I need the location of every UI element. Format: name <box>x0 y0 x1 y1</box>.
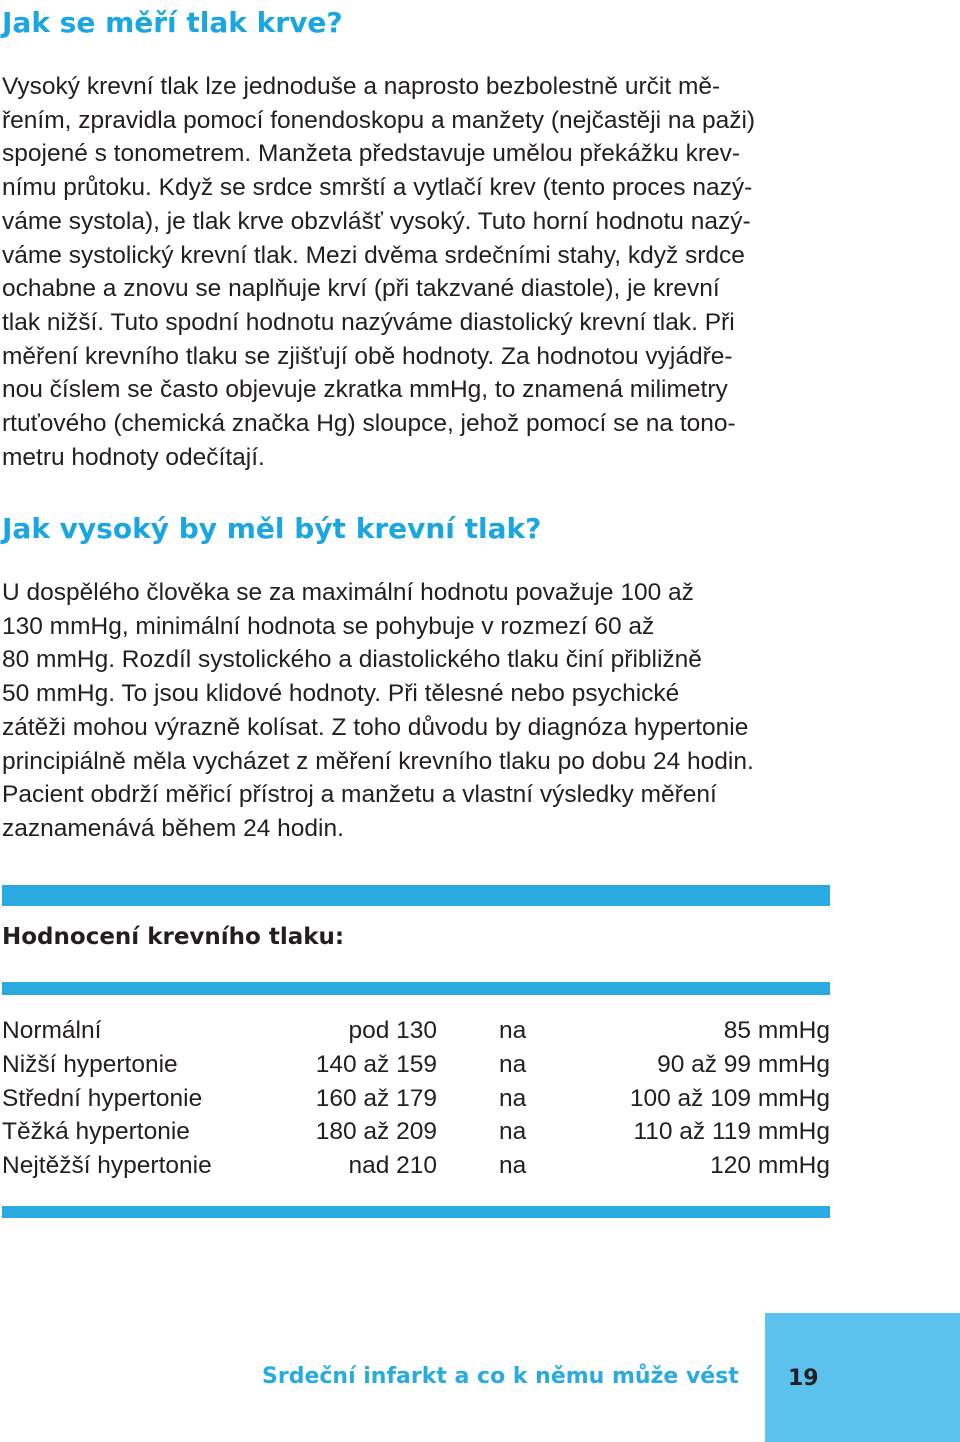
table-row <box>2 1048 830 1082</box>
diastolic-cell: 100 až 109 mmHg <box>629 1084 830 1112</box>
connector-cell: na <box>499 1050 527 1078</box>
normal-values-paragraph: U dospělého člověka se za maximální hodnotu považuje 100 až 130 mmHg, minimální hodnota se pohybuje v rozmezí 60 až 80 mmHg. Rozdíl systolického a diastolického tlaku činí přibližně 50 mmHg. To jsou klidové hodnoty. Při tělesné nebo psychické zátěži mohou výrazně kolísat. Z toho důvodu by diagnóza hypertonie principiálně měla vycházet z měření krevního tlaku po dobu 24 hodin. Pacient obdrží měřicí přístroj a manžetu a vlastní výsledky měření zaznamenává během 24 hodin. <box>2 579 754 842</box>
category-cell: Střední hypertonie <box>2 1084 203 1112</box>
category-cell: Nižší hypertonie <box>2 1050 178 1078</box>
systolic-cell: 140 až 159 <box>315 1050 437 1078</box>
footer-running-title: Srdeční infarkt a co k němu může vést <box>262 1364 739 1389</box>
diastolic-cell: 85 mmHg <box>723 1017 830 1044</box>
category-cell: Normální <box>2 1017 102 1044</box>
table-row <box>2 1149 830 1183</box>
section-heading-measurement: Jak se měří tlak krve? <box>2 6 343 39</box>
table-top-divider <box>2 885 830 906</box>
connector-cell: na <box>499 1152 527 1180</box>
table-row <box>2 1115 830 1149</box>
systolic-cell: 180 až 209 <box>315 1118 437 1146</box>
connector-cell: na <box>499 1118 527 1146</box>
connector-cell: na <box>499 1017 527 1044</box>
measurement-paragraph: Vysoký krevní tlak lze jednoduše a naprosto bezbolestně určit mě- řením, zpravidla pomocí fonendoskopu a manžety (nejčastěji na paži) spojené s tonometrem. Manžeta představuje umělou překážku krev- nímu průtoku. Když se srdce smrští a vytlačí krev (tento proces nazý- váme systola), je tlak krve obzvlášť vysoký. Tuto horní hodnotu nazý- váme systolický krevní tlak. Mezi dvěma srdečními stahy, když srdce ochabne a znovu se naplňuje krví (při takzvané diastole), je krevní tlak nižší. Tuto spodní hodnotu nazýváme diastolický krevní tlak. Při měření krevního tlaku se zjišťují obě hodnoty. Za hodnotou vyjádře- nou číslem se často objevuje zkratka mmHg, to znamená milimetry rtuťového (chemická značka Hg) sloupce, jehož pomocí se na tono- metru hodnoty odečítají. <box>2 73 756 471</box>
diastolic-cell: 120 mmHg <box>710 1152 830 1180</box>
table-row <box>2 1082 830 1116</box>
category-cell: Těžká hypertonie <box>2 1118 190 1146</box>
connector-cell: na <box>499 1084 527 1112</box>
systolic-cell: nad 210 <box>348 1152 437 1180</box>
blood-pressure-table <box>2 1014 830 1183</box>
page-number: 19 <box>788 1366 819 1391</box>
systolic-cell: pod 130 <box>348 1017 437 1044</box>
table-bottom-divider <box>2 1206 830 1218</box>
table-header-divider <box>2 982 830 995</box>
diastolic-cell: 90 až 99 mmHg <box>657 1050 830 1078</box>
table-row <box>2 1014 830 1048</box>
section-heading-normal-values: Jak vysoký by měl být krevní tlak? <box>2 512 542 545</box>
table-title: Hodnocení krevního tlaku: <box>2 924 345 950</box>
systolic-cell: 160 až 179 <box>315 1084 437 1112</box>
category-cell: Nejtěžší hypertonie <box>2 1152 212 1180</box>
diastolic-cell: 110 až 119 mmHg <box>633 1118 830 1146</box>
